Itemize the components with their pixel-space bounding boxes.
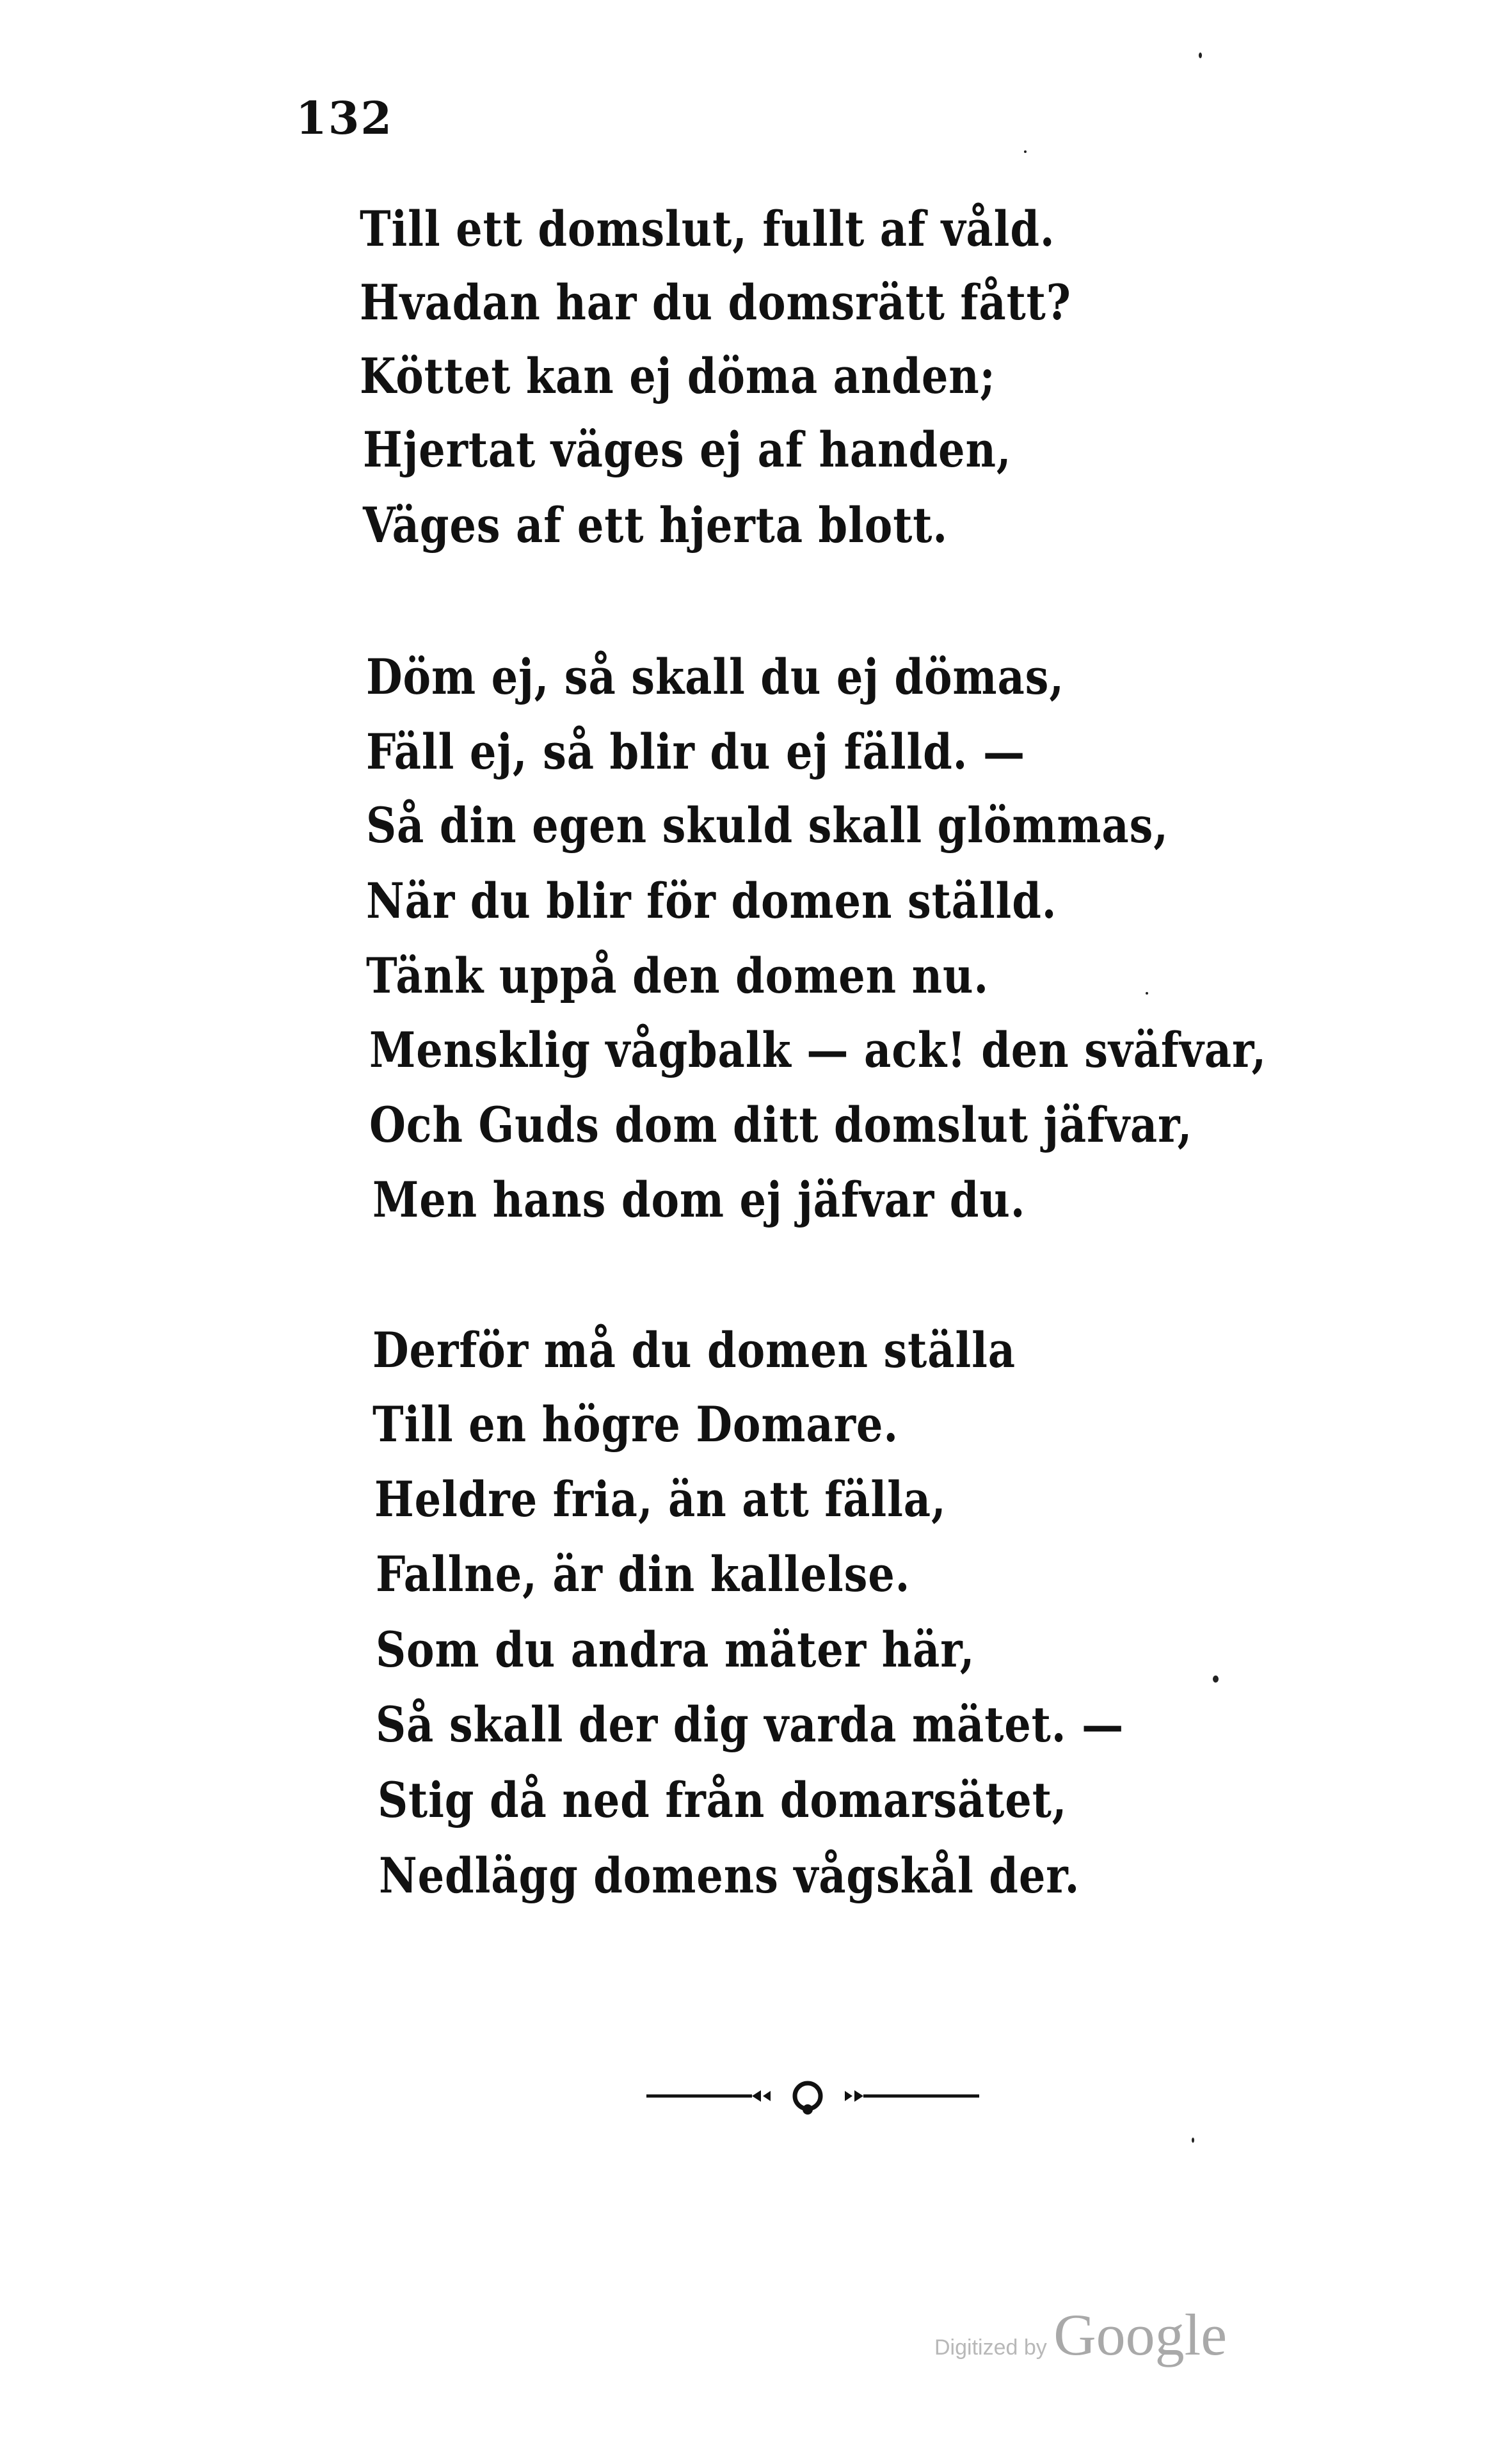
poem-line: Väges af ett hjerta blott. [363, 497, 948, 554]
poem-line: Så din egen skuld skall glömmas, [366, 797, 1169, 854]
poem-line: Köttet kan ej döma anden; [360, 348, 996, 404]
poem-line: Så skall der dig varda mätet. — [376, 1696, 1124, 1753]
poem-line: Som du andra mäter här, [376, 1621, 975, 1678]
poem-line: Derför må du domen ställa [372, 1322, 1016, 1379]
poem-line: Och Guds dom ditt domslut jäfvar, [369, 1096, 1193, 1153]
poem-line: Döm ej, så skall du ej dömas, [366, 648, 1064, 705]
poem-line: Till ett domslut, fullt af våld. [360, 200, 1055, 257]
poem-line: Till en högre Domare. [372, 1396, 899, 1453]
scan-speck [1213, 1676, 1219, 1683]
poem-line: Hvadan har du domsrätt fått? [360, 274, 1071, 331]
watermark-prefix: Digitized by [934, 2335, 1047, 2360]
google-logo: Google [1053, 2302, 1228, 2367]
poem-line: Fallne, är din kallelse. [376, 1546, 911, 1603]
poem-line: Fäll ej, så blir du ej fälld. — [366, 723, 1026, 780]
scan-speck [1192, 2138, 1194, 2143]
poem-line: Hjertat väges ej af handen, [363, 421, 1012, 478]
digitized-watermark [934, 2301, 1227, 2369]
scan-speck [1024, 150, 1027, 153]
poem-line: Nedlägg domens vågskål der. [379, 1847, 1080, 1904]
poem-line: Mensklig vågbalk — ack! den sväfvar, [369, 1021, 1267, 1078]
poem-line: Tänk uppå den domen nu. [366, 947, 989, 1004]
poem-line: Men hans dom ej jäfvar du. [372, 1171, 1026, 1228]
scan-speck [1146, 992, 1148, 995]
page-number: 132 [296, 92, 394, 145]
poem-line: Stig då ned från domarsätet, [378, 1772, 1068, 1828]
poem-line: När du blir för domen ställd. [366, 872, 1057, 929]
poem-line: Heldre fria, än att fälla, [374, 1471, 947, 1528]
ornamental-rule-icon [646, 2074, 979, 2118]
scan-speck [1199, 52, 1202, 58]
